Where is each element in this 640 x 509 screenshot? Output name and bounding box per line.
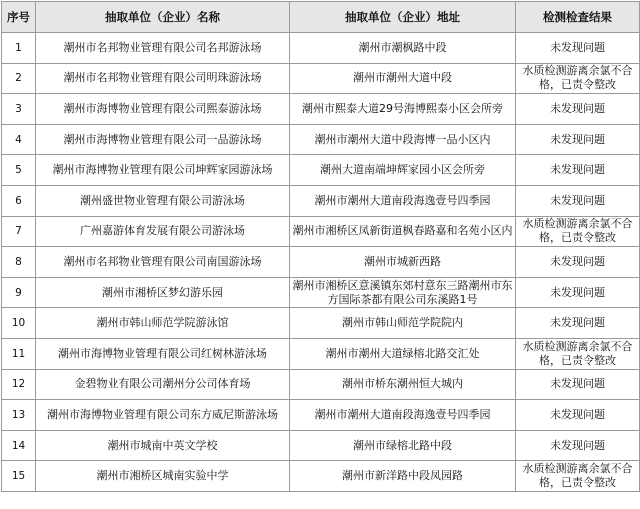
- table-row: [2, 461, 640, 492]
- row-number: 8: [2, 247, 36, 278]
- unit-name: 潮州市湘桥区梦幻游乐园: [36, 277, 290, 308]
- table-row: [2, 185, 640, 216]
- header-result: 检测检查结果: [516, 2, 640, 33]
- unit-name: 潮州市名邦物业管理有限公司名邦游泳场: [36, 33, 290, 64]
- unit-name: 潮州市海博物业管理有限公司一品游泳场: [36, 124, 290, 155]
- table-row: [2, 308, 640, 339]
- check-result: 未发现问题: [516, 155, 640, 186]
- unit-address: 潮州市绿榕北路中段: [290, 430, 516, 461]
- check-result: 未发现问题: [516, 277, 640, 308]
- table-row: [2, 430, 640, 461]
- row-number: 2: [2, 63, 36, 94]
- table-row: [2, 33, 640, 64]
- check-result: 水质检测游离余氯不合格，已责令整改: [516, 63, 640, 94]
- unit-address: 潮州市潮州大道中段海博一品小区内: [290, 124, 516, 155]
- row-number: 9: [2, 277, 36, 308]
- table-row: [2, 124, 640, 155]
- unit-name: 潮州市湘桥区城南实验中学: [36, 461, 290, 492]
- row-number: 10: [2, 308, 36, 339]
- row-number: 13: [2, 400, 36, 431]
- check-result: 未发现问题: [516, 185, 640, 216]
- row-number: 6: [2, 185, 36, 216]
- table-row: [2, 94, 640, 125]
- unit-address: 潮州市新洋路中段凤园路: [290, 461, 516, 492]
- unit-name: 广州嘉游体育发展有限公司游泳场: [36, 216, 290, 247]
- unit-name: 潮州市海博物业管理有限公司红树林游泳场: [36, 338, 290, 369]
- unit-name: 潮州市韩山师范学院游泳馆: [36, 308, 290, 339]
- unit-address: 潮州市湘桥区意溪镇东郊村意东三路潮州市东方国际茶都有限公司东溪路1号: [290, 277, 516, 308]
- table-row: [2, 63, 640, 94]
- row-number: 14: [2, 430, 36, 461]
- table-header-row: [2, 2, 640, 33]
- check-result: 未发现问题: [516, 33, 640, 64]
- unit-address: 潮州市潮州大道南段海逸壹号四季园: [290, 185, 516, 216]
- unit-name: 潮州市名邦物业管理有限公司明珠游泳场: [36, 63, 290, 94]
- table-row: [2, 369, 640, 400]
- row-number: 7: [2, 216, 36, 247]
- check-result: 未发现问题: [516, 400, 640, 431]
- unit-address: 潮州市潮州大道南段海逸壹号四季园: [290, 400, 516, 431]
- row-number: 15: [2, 461, 36, 492]
- check-result: 未发现问题: [516, 94, 640, 125]
- unit-address: 潮州市城新西路: [290, 247, 516, 278]
- table-row: [2, 338, 640, 369]
- unit-name: 潮州市海博物业管理有限公司熙泰游泳场: [36, 94, 290, 125]
- unit-name: 潮州市城南中英文学校: [36, 430, 290, 461]
- table-row: [2, 216, 640, 247]
- unit-name: 潮州市海博物业管理有限公司坤辉家园游泳场: [36, 155, 290, 186]
- check-result: 水质检测游离余氯不合格，已责令整改: [516, 461, 640, 492]
- unit-address: 潮州市熙泰大道29号海博熙泰小区会所旁: [290, 94, 516, 125]
- unit-address: 潮州市潮州大道中段: [290, 63, 516, 94]
- unit-address: 潮州市桥东潮州恒大城内: [290, 369, 516, 400]
- header-no: 序号: [2, 2, 36, 33]
- unit-address: 潮州市潮州大道绿榕北路交汇处: [290, 338, 516, 369]
- unit-address: 潮州大道南端坤辉家园小区会所旁: [290, 155, 516, 186]
- unit-name: 潮州市海博物业管理有限公司东方威尼斯游泳场: [36, 400, 290, 431]
- unit-address: 潮州市潮枫路中段: [290, 33, 516, 64]
- row-number: 1: [2, 33, 36, 64]
- header-unit-name: 抽取单位（企业）名称: [36, 2, 290, 33]
- check-result: 未发现问题: [516, 247, 640, 278]
- table-row: [2, 277, 640, 308]
- check-result: 水质检测游离余氯不合格，已责令整改: [516, 338, 640, 369]
- table-body: [2, 33, 640, 492]
- row-number: 12: [2, 369, 36, 400]
- unit-name: 潮州市名邦物业管理有限公司南国游泳场: [36, 247, 290, 278]
- unit-name: 潮州盛世物业管理有限公司游泳场: [36, 185, 290, 216]
- table-row: [2, 247, 640, 278]
- row-number: 5: [2, 155, 36, 186]
- check-result: 未发现问题: [516, 124, 640, 155]
- unit-address: 潮州市湘桥区凤新街道枫春路嘉和名苑小区内: [290, 216, 516, 247]
- header-unit-address: 抽取单位（企业）地址: [290, 2, 516, 33]
- table-row: [2, 400, 640, 431]
- inspection-results-table: [1, 1, 640, 492]
- row-number: 11: [2, 338, 36, 369]
- row-number: 4: [2, 124, 36, 155]
- unit-address: 潮州市韩山师范学院院内: [290, 308, 516, 339]
- check-result: 水质检测游离余氯不合格，已责令整改: [516, 216, 640, 247]
- unit-name: 金碧物业有限公司潮州分公司体育场: [36, 369, 290, 400]
- check-result: 未发现问题: [516, 308, 640, 339]
- table-row: [2, 155, 640, 186]
- check-result: 未发现问题: [516, 369, 640, 400]
- row-number: 3: [2, 94, 36, 125]
- check-result: 未发现问题: [516, 430, 640, 461]
